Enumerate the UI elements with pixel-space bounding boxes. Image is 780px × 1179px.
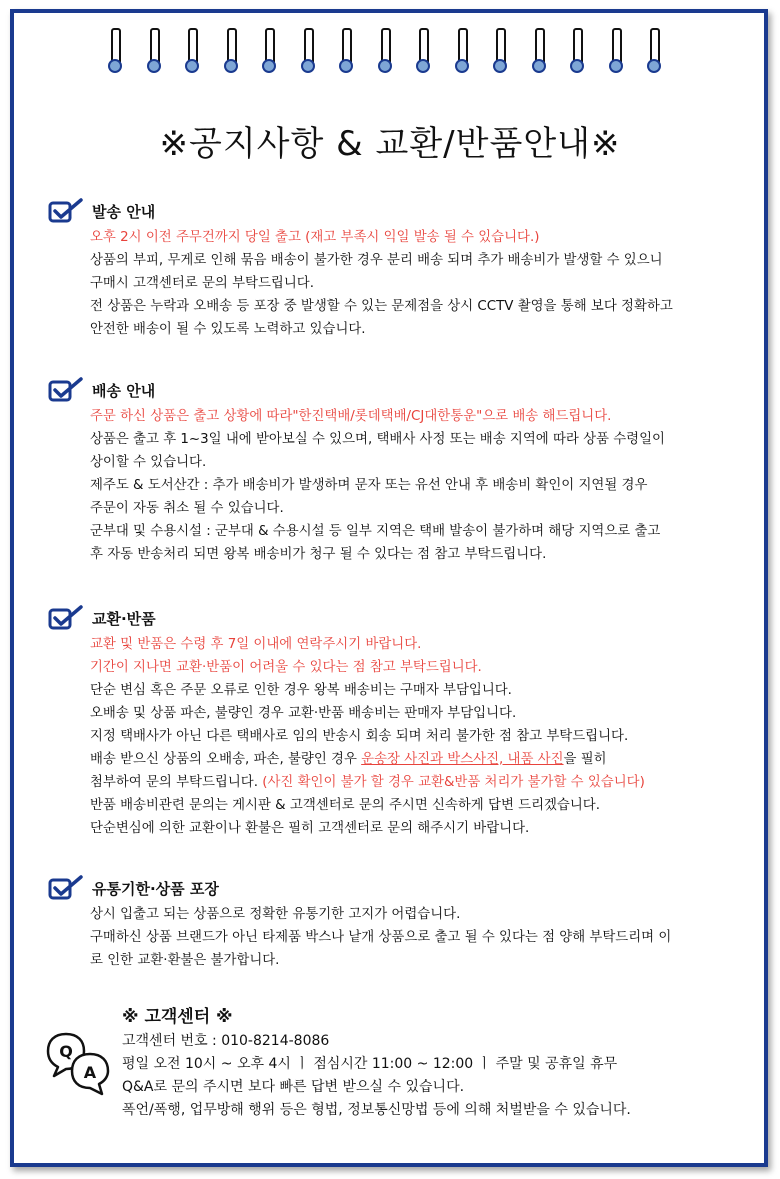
customer-center-warning: 폭언/폭행, 업무방해 행위 등은 형법, 정보통신망법 등에 의해 처벌받을 수 있습니다.: [122, 1102, 631, 1118]
binder-ring: [570, 28, 584, 78]
customer-center-qa: Q&A로 문의 주시면 보다 빠른 답변 받으실 수 있습니다.: [122, 1079, 465, 1095]
binder-ring: [185, 28, 199, 78]
section-heading: 배송 안내: [92, 381, 156, 400]
binder-rings: [108, 28, 668, 80]
section-heading: 유통기한·상품 포장: [92, 879, 219, 898]
binder-ring: [301, 28, 315, 78]
notice-line: 후 자동 반송처리 되면 왕복 배송비가 청구 될 수 있다는 점 참고 부탁드립니다.: [90, 547, 547, 562]
notice-line: 오배송 및 상품 파손, 불량인 경우 교환·반품 배송비는 판매자 부담입니다.: [90, 706, 517, 721]
notice-line: 교환 및 반품은 수령 후 7일 이내에 연락주시기 바랍니다.: [90, 637, 422, 652]
notice-line: 주문 하신 상품은 출고 상황에 따라"한진택배/롯데택배/CJ대한통운"으로 배송 해드립니다.: [90, 409, 612, 424]
customer-center-hours: 평일 오전 10시 ~ 오후 4시 ㅣ 점심시간 11:00 ~ 12:00 ㅣ 주말 및 공휴일 휴무: [122, 1056, 618, 1072]
binder-ring: [647, 28, 661, 78]
binder-ring: [339, 28, 353, 78]
notice-line: 단순변심에 의한 교환이나 환불은 필히 고객센터로 문의 해주시기 바랍니다.: [90, 821, 530, 836]
section-heading: 발송 안내: [92, 202, 156, 221]
qa-a-letter: A: [83, 1063, 97, 1082]
section-delivery-notice: [48, 377, 748, 566]
notice-line: 전 상품은 누락과 오배송 등 포장 중 발생할 수 있는 문제점을 상시 CCTV 촬영을 통해 보다 정확하고: [90, 299, 673, 314]
qa-chat-icon: [44, 1030, 112, 1096]
notice-highlight: 운송장 사진과 박스사진, 내품 사진: [361, 752, 564, 767]
notice-line: 상시 입출고 되는 상품으로 정확한 유통기한 고지가 어렵습니다.: [90, 907, 461, 922]
customer-center-phone: 고객센터 번호 : 010-8214-8086: [122, 1033, 330, 1049]
section-heading: 교환·반품: [92, 609, 156, 628]
binder-ring: [609, 28, 623, 78]
binder-ring: [378, 28, 392, 78]
notice-text: 을 필히: [563, 752, 607, 767]
notice-highlight: (사진 확인이 불가 할 경우 교환&반품 처리가 불가할 수 있습니다): [262, 775, 645, 790]
notice-line: 구매시 고객센터로 문의 부탁드립니다.: [90, 276, 314, 291]
notice-text: 배송 받으신 상품의 오배송, 파손, 불량인 경우: [90, 752, 362, 767]
notice-line: 구매하신 상품 브랜드가 아닌 타제품 박스나 낱개 상품으로 출고 될 수 있다는 점 양해 부탁드리며 이: [90, 930, 672, 945]
section-body: [90, 903, 748, 972]
binder-ring: [416, 28, 430, 78]
notice-line: 오후 2시 이전 주무건까지 당일 출고 (재고 부족시 익일 발송 될 수 있습니다.): [90, 230, 540, 245]
notice-line: 기간이 지나면 교환·반품이 어려울 수 있다는 점 참고 부탁드립니다.: [90, 660, 482, 675]
notice-line-photo: [90, 748, 748, 771]
binder-ring: [224, 28, 238, 78]
customer-center-title: ※ 고객센터 ※: [122, 1007, 233, 1027]
checkbox-check-icon: [48, 875, 84, 901]
notice-line: 지정 택배사가 아닌 다른 택배사로 임의 반송시 회송 되며 처리 불가한 점 참고 부탁드립니다.: [90, 729, 629, 744]
binder-ring: [147, 28, 161, 78]
checkbox-check-icon: [48, 198, 84, 224]
notice-line: 제주도 & 도서산간 : 추가 배송비가 발생하며 문자 또는 유선 안내 후 배송비 확인이 지연될 경우: [90, 478, 648, 493]
section-body: [90, 405, 748, 566]
section-body: [90, 633, 748, 840]
binder-ring: [108, 28, 122, 78]
notice-line: 단순 변심 혹은 주문 오류로 인한 경우 왕복 배송비는 구매자 부담입니다.: [90, 683, 512, 698]
notice-line: 안전한 배송이 될 수 있도록 노력하고 있습니다.: [90, 322, 366, 337]
section-shipping-notice: [48, 198, 748, 341]
page-title: ※공지사항 & 교환/반품안내※: [159, 124, 621, 164]
binder-ring: [532, 28, 546, 78]
notice-line: 군부대 및 수용시설 : 군부대 & 수용시설 등 일부 지역은 택배 발송이 불가하며 해당 지역으로 출고: [90, 524, 661, 539]
customer-center: [122, 1004, 762, 1122]
notice-line: 반품 배송비관련 문의는 게시판 & 고객센터로 문의 주시면 신속하게 답변 드리겠습니다.: [90, 798, 600, 813]
binder-ring: [455, 28, 469, 78]
binder-ring: [262, 28, 276, 78]
qa-q-letter: Q: [59, 1042, 73, 1061]
notice-line: 상품은 출고 후 1~3일 내에 받아보실 수 있으며, 택배사 사정 또는 배송 지역에 따라 상품 수령일이: [90, 432, 665, 447]
checkbox-check-icon: [48, 377, 84, 403]
checkbox-check-icon: [48, 605, 84, 631]
notice-frame: [10, 9, 768, 1167]
notice-line: 로 인한 교환·환불은 불가합니다.: [90, 953, 280, 968]
notice-text: 첨부하여 문의 부탁드립니다.: [90, 775, 263, 790]
section-expiry-packaging: [48, 875, 748, 972]
notice-line: 상이할 수 있습니다.: [90, 455, 207, 470]
binder-ring: [493, 28, 507, 78]
notice-line: 주문이 자동 취소 될 수 있습니다.: [90, 501, 284, 516]
notice-line-attach: [90, 771, 748, 794]
notice-line: 상품의 부피, 무게로 인해 묶음 배송이 불가한 경우 분리 배송 되며 추가 배송비가 발생할 수 있으니: [90, 253, 663, 268]
section-body: [90, 226, 748, 341]
section-exchange-return: [48, 605, 748, 840]
